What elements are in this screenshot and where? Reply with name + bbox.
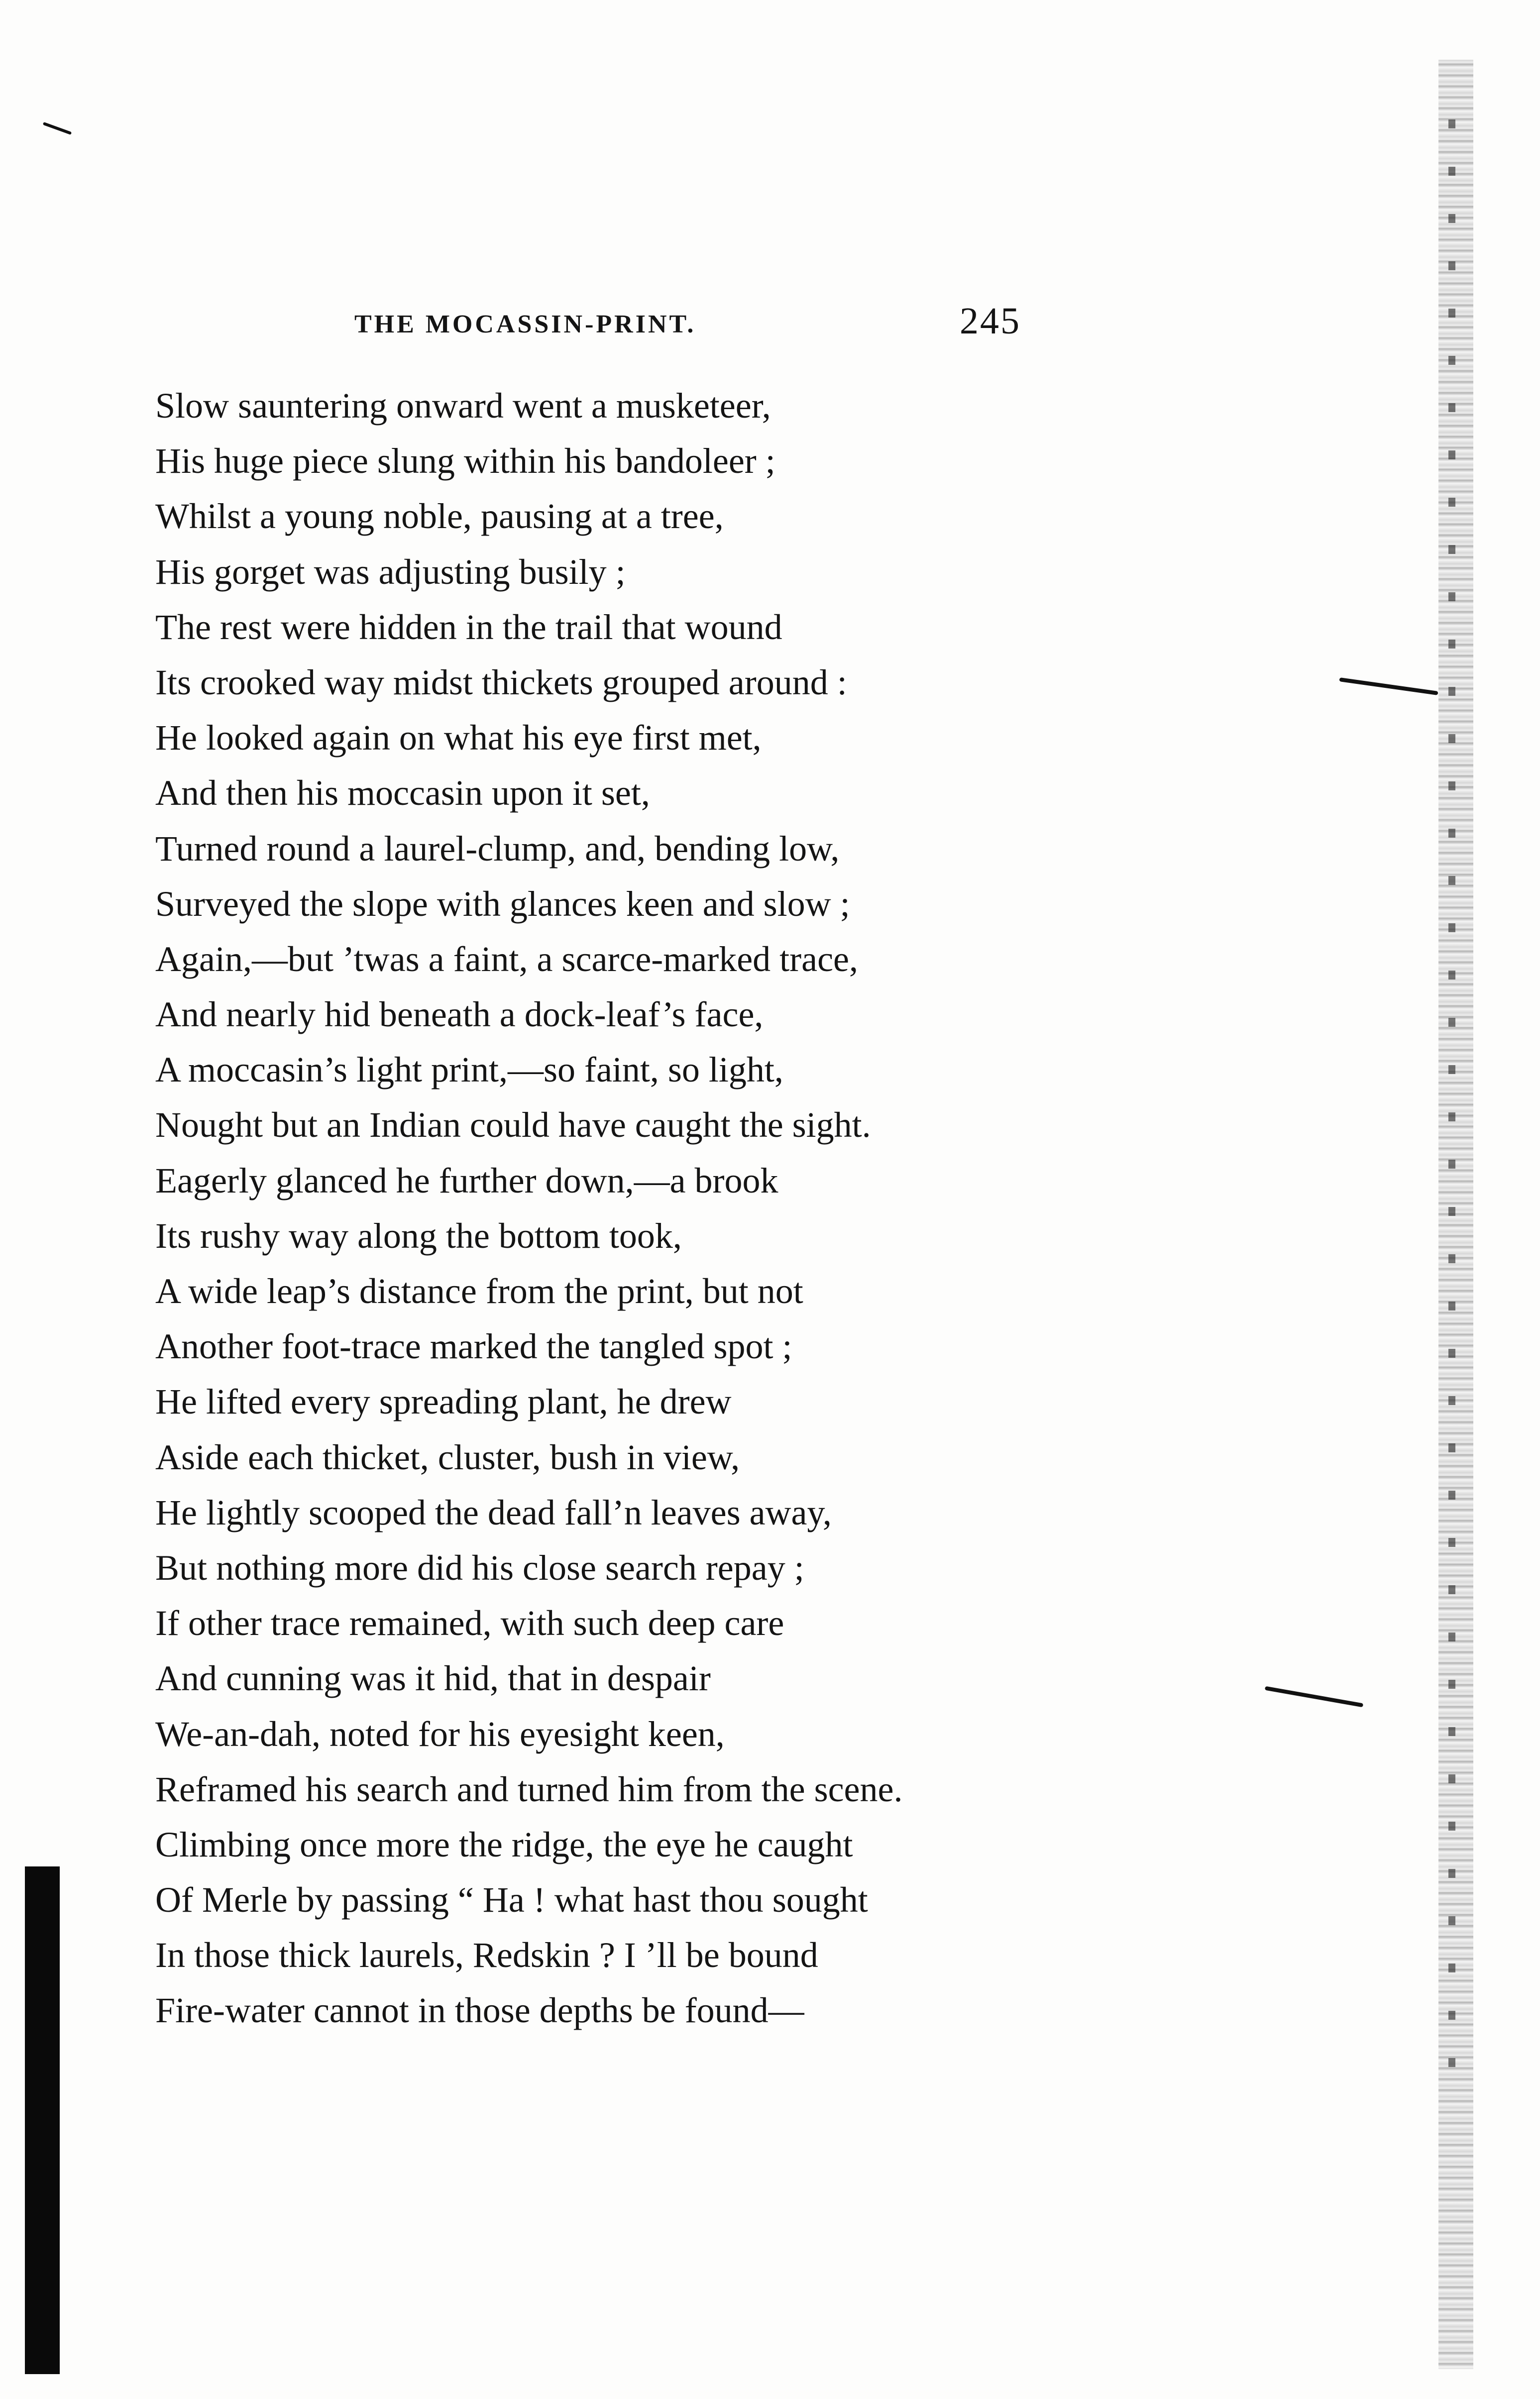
verse-line: Another foot-trace marked the tangled spot ; bbox=[155, 1326, 792, 1367]
verse-line: Climbing once more the ridge, the eye he caught bbox=[155, 1824, 853, 1864]
verse-line: His huge piece slung within his bandoleer ; bbox=[155, 441, 775, 481]
scan-artifact-mark bbox=[1339, 677, 1438, 695]
verse-line: Of Merle by passing “ Ha ! what hast thou sought bbox=[155, 1880, 868, 1920]
verse-line: In those thick laurels, Redskin ? I ’ll be bound bbox=[155, 1935, 818, 1975]
poem-verse bbox=[155, 378, 1151, 2039]
verse-line: Surveyed the slope with glances keen and slow ; bbox=[155, 883, 850, 924]
verse-line: Whilst a young noble, pausing at a tree, bbox=[155, 496, 724, 537]
scan-artifact-mark bbox=[1265, 1686, 1363, 1708]
scan-artifact-edge-marks bbox=[1448, 100, 1455, 2090]
verse-line: Again,—but ’twas a faint, a scarce-marked trace, bbox=[155, 939, 859, 979]
verse-line: Nought but an Indian could have caught the sight. bbox=[155, 1105, 871, 1145]
page-number: 245 bbox=[960, 300, 1021, 342]
verse-line: Its crooked way midst thickets grouped around : bbox=[155, 662, 847, 702]
scan-artifact-black-bar bbox=[25, 1866, 60, 2374]
verse-line: And nearly hid beneath a dock-leaf’s face, bbox=[155, 994, 764, 1035]
verse-line: Slow sauntering onward went a musketeer, bbox=[155, 386, 771, 426]
verse-line: We-an-dah, noted for his eyesight keen, bbox=[155, 1714, 725, 1754]
running-header bbox=[354, 300, 1051, 343]
verse-line: If other trace remained, with such deep care bbox=[155, 1603, 784, 1643]
verse-line: And then his moccasin upon it set, bbox=[155, 773, 650, 813]
verse-line: A wide leap’s distance from the print, but not bbox=[155, 1271, 803, 1311]
verse-line: He lifted every spreading plant, he drew bbox=[155, 1382, 732, 1422]
verse-line: Its rushy way along the bottom took, bbox=[155, 1215, 682, 1256]
verse-line: Turned round a laurel-clump, and, bending low, bbox=[155, 828, 840, 869]
verse-line: Aside each thicket, cluster, bush in view, bbox=[155, 1437, 740, 1477]
verse-line: But nothing more did his close search repay ; bbox=[155, 1547, 804, 1588]
scan-artifact-mark bbox=[43, 122, 72, 135]
verse-line: A moccasin’s light print,—so faint, so light, bbox=[155, 1050, 783, 1090]
verse-line: He looked again on what his eye first met, bbox=[155, 718, 762, 758]
verse-line: The rest were hidden in the trail that wound bbox=[155, 607, 782, 647]
verse-line: His gorget was adjusting busily ; bbox=[155, 551, 626, 592]
verse-line: Fire-water cannot in those depths be found— bbox=[155, 1990, 804, 2031]
verse-line: Reframed his search and turned him from the scene. bbox=[155, 1769, 903, 1809]
running-title: THE MOCASSIN-PRINT. bbox=[354, 310, 696, 338]
verse-line: He lightly scooped the dead fall’n leaves away, bbox=[155, 1492, 832, 1532]
scan-artifact-page-edge bbox=[1438, 60, 1473, 2369]
verse-line: And cunning was it hid, that in despair bbox=[155, 1658, 711, 1699]
verse-line: Eagerly glanced he further down,—a brook bbox=[155, 1160, 778, 1200]
